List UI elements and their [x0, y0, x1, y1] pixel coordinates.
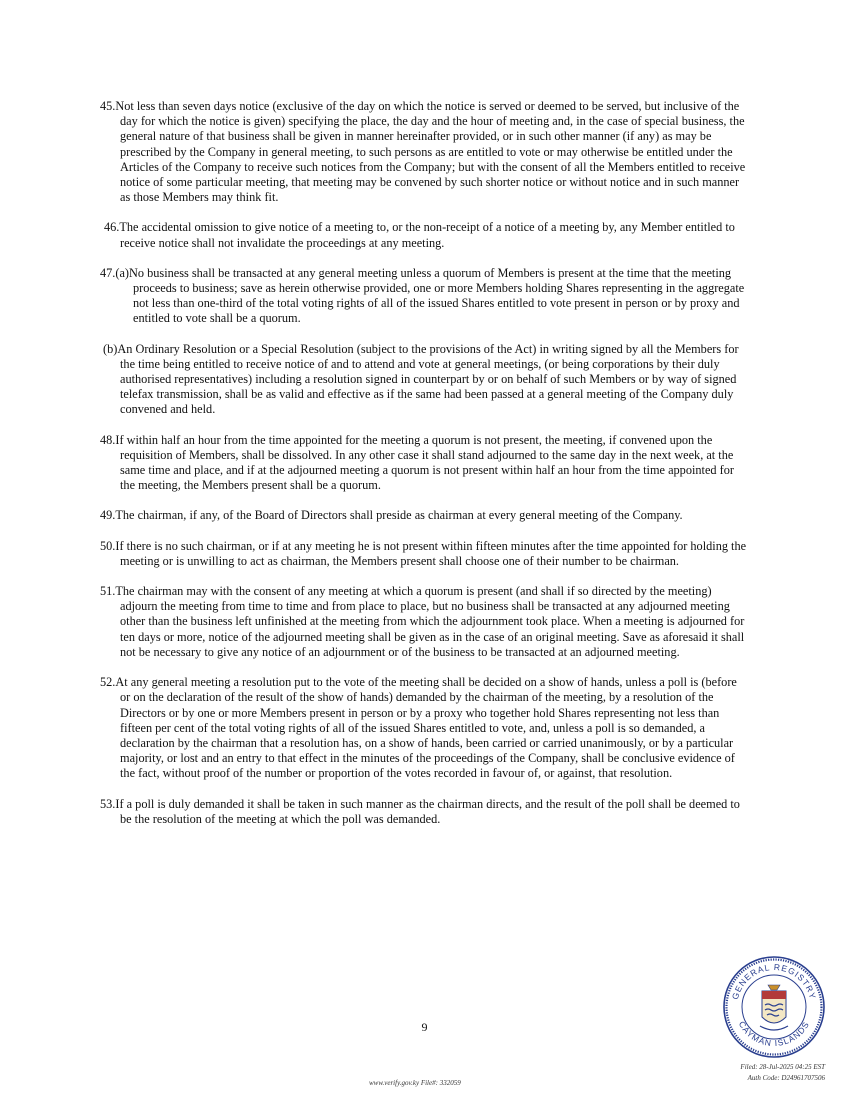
clause-49: 49.The chairman, if any, of the Board of Directors shall preside as chairman at every general meeting of the Company. [100, 508, 683, 523]
clause-48: 48.If within half an hour from the time appointed for the meeting a quorum is not present, the meeting, if convened upon the requisition of Members, shall be dissolved. In any other case it shall stand adjourned to the same day in the next week, at the same time and place, and if at the adjourned meeting a quorum is not present within half an hour from the time appointed for the meeting, the Members present shall be a quorum. [100, 432, 734, 493]
coat-of-arms-icon [760, 985, 788, 1030]
page-number: 9 [421, 1020, 428, 1034]
clause-47b: (b)An Ordinary Resolution or a Special Resolution (subject to the provisions of the Act) in writing signed by all the Members for the time being entitled to receive notice of and to attend and vote at general meetings, (or being corporations by their duly authorised representatives) including a resolution signed in counterpart by or on behalf of such Members or by way of signed telefax transmission, shall be as valid and effective as if the same had been passed at a general meeting of the Company duly convened and held. [103, 341, 739, 417]
auth-code: Auth Code: D24961707506 [747, 1074, 825, 1082]
clause-list [100, 99, 748, 842]
footer-verify-url: www.verify.gov.ky File#: 332059 [369, 1079, 461, 1087]
general-registry-seal-icon [722, 955, 826, 1059]
filing-stamp [722, 1062, 825, 1084]
seal-top-text: GENERAL REGISTRY [729, 961, 819, 1001]
clause-45: 45.Not less than seven days notice (exclusive of the day on which the notice is served or deemed to be served, but inclusive of the day for which the notice is given) specifying the place, the day and the hour of meeting and, in the case of special business, the general nature of that business shall be given in manner hereinafter provided, or in such other manner (if any) as may be prescribed by the Company in general meeting, to such persons as are entitled to vote or may otherwise be entitled under the Articles of the Company to receive such notices from the Company; but with the consent of all the Members entitled to receive notice of some particular meeting, that meeting may be convened by such shorter notice or without notice and in such manner as those Members may think fit. [100, 99, 746, 205]
clause-52: 52.At any general meeting a resolution put to the vote of the meeting shall be decided on a show of hands, unless a poll is (before or on the declaration of the result of the show of hands) demanded by the chairman of the meeting, by a resolution of the Directors or by one or more Members present in person or by a proxy who together hold Shares representing not less than fifteen per cent of the total voting rights of all of the issued Shares entitled to vote, and, unless a poll is so demanded, a declaration by the chairman that a resolution has, on a show of hands, been carried or carried unanimously, or by a particular majority, or lost and an entry to that effect in the minutes of the proceedings of the Company, shall be conclusive evidence of the fact, without proof of the number or proportion of the votes recorded in favour of, or against, that resolution. [100, 675, 737, 781]
clause-53: 53.If a poll is duly demanded it shall be taken in such manner as the chairman directs, and the result of the poll shall be deemed to be the resolution of the meeting at which the poll was demanded. [100, 796, 740, 826]
seal-bottom-text: CAYMAN ISLANDS [736, 1019, 812, 1049]
filed-date: Filed: 28-Jul-2025 04:25 EST [740, 1063, 825, 1071]
clause-46: 46.The accidental omission to give notice of a meeting to, or the non-receipt of a notice of a meeting by, any Member entitled to receive notice shall not invalidate the proceedings at any meeting. [104, 220, 735, 250]
clause-51: 51.The chairman may with the consent of any meeting at which a quorum is present (and shall if so directed by the meeting) adjourn the meeting from time to time and from place to place, but no business shall be transacted at any adjourned meeting other than the business left unfinished at the meeting from which the adjournment took place. When a meeting is adjourned for ten days or more, notice of the adjourned meeting shall be given as in the case of an original meeting. Save as aforesaid it shall not be necessary to give any notice of an adjournment or of the business to be transacted at an adjourned meeting. [100, 584, 745, 659]
clause-47a: 47.(a)No business shall be transacted at any general meeting unless a quorum of Members is present at the time that the meeting proceeds to business; save as herein otherwise provided, one or more Members holding Shares representing in the aggregate not less than one-third of the total voting rights of all of the issued Shares entitled to vote present in person or by proxy and entitled to vote shall be a quorum. [100, 265, 745, 326]
clause-50: 50.If there is no such chairman, or if at any meeting he is not present within fifteen minutes after the time appointed for holding the meeting or is unwilling to act as chairman, the Members present shall choose one of their number to be chairman. [100, 538, 747, 568]
